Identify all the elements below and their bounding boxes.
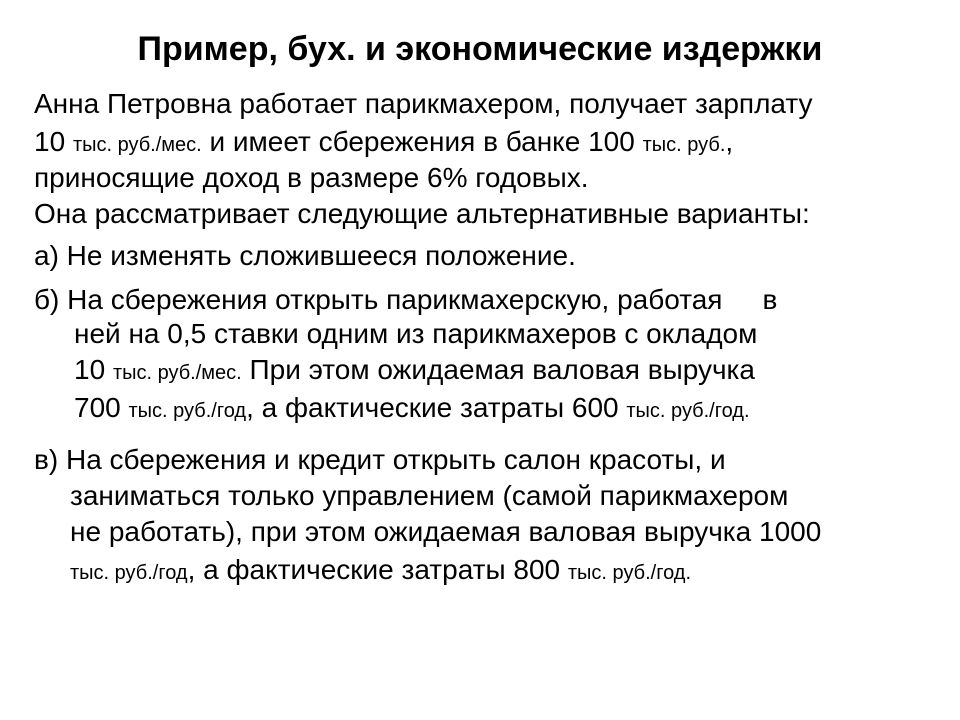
slide-title: Пример, бух. и экономические издержки (137, 30, 823, 68)
option-b-revenue-value: 700 (74, 392, 121, 423)
option-b-line-2: ней на 0,5 ставки одним из парикмахеров с окладом (74, 318, 758, 349)
option-c-revenue-unit: тыс. руб./год (70, 562, 188, 584)
option-c-line-2: заниматься только управлением (самой парикмахером (70, 480, 789, 511)
option-c-line-3: не работать), при этом ожидаемая валовая выручка 1000 (70, 516, 822, 547)
option-c-line-1: в) На сбережения и кредит открыть салон красоты, и (34, 444, 726, 475)
option-b-line-1-text: б) На сбережения открыть парикмахерскую, работая (34, 284, 723, 315)
option-b-line-1 (34, 282, 777, 318)
option-b-revenue-unit: тыс. руб./год (128, 400, 247, 422)
intro-line-2 (34, 124, 733, 163)
intro-line-1: Анна Петровна работает парикмахером, получает зарплату (34, 88, 813, 119)
option-b-costs-unit: тыс. руб./год. (626, 400, 750, 422)
option-b-costs-text: , а фактические затраты 600 (246, 392, 619, 423)
intro-line-4: Она рассматривает следующие альтернативные варианты: (34, 198, 810, 229)
option-b-salary-unit: тыс. руб./мес. (112, 362, 242, 384)
intro-comma: , (725, 126, 734, 157)
intro-salary-unit: тыс. руб./мес. (72, 134, 202, 156)
option-b-salary-value: 10 (74, 354, 106, 385)
intro-salary-value: 10 (34, 126, 66, 157)
intro-savings-text: и имеет сбережения в банке 100 (209, 126, 635, 157)
option-c-costs-text: , а фактические затраты 800 (187, 554, 561, 585)
option-c-costs-unit: тыс. руб./год. (567, 562, 691, 584)
option-b-revenue-text: При этом ожидаемая валовая выручка (249, 354, 755, 385)
option-b-line-1-tail: в (762, 284, 778, 315)
option-a-line-1: а) Не изменять сложившееся положение. (34, 240, 576, 271)
option-c-line-4 (70, 552, 691, 591)
intro-savings-unit: тыс. руб. (642, 134, 726, 156)
option-b-line-3 (74, 352, 755, 391)
option-b-line-4 (74, 390, 750, 429)
intro-line-3: приносящие доход в размере 6% годовых. (34, 162, 589, 193)
